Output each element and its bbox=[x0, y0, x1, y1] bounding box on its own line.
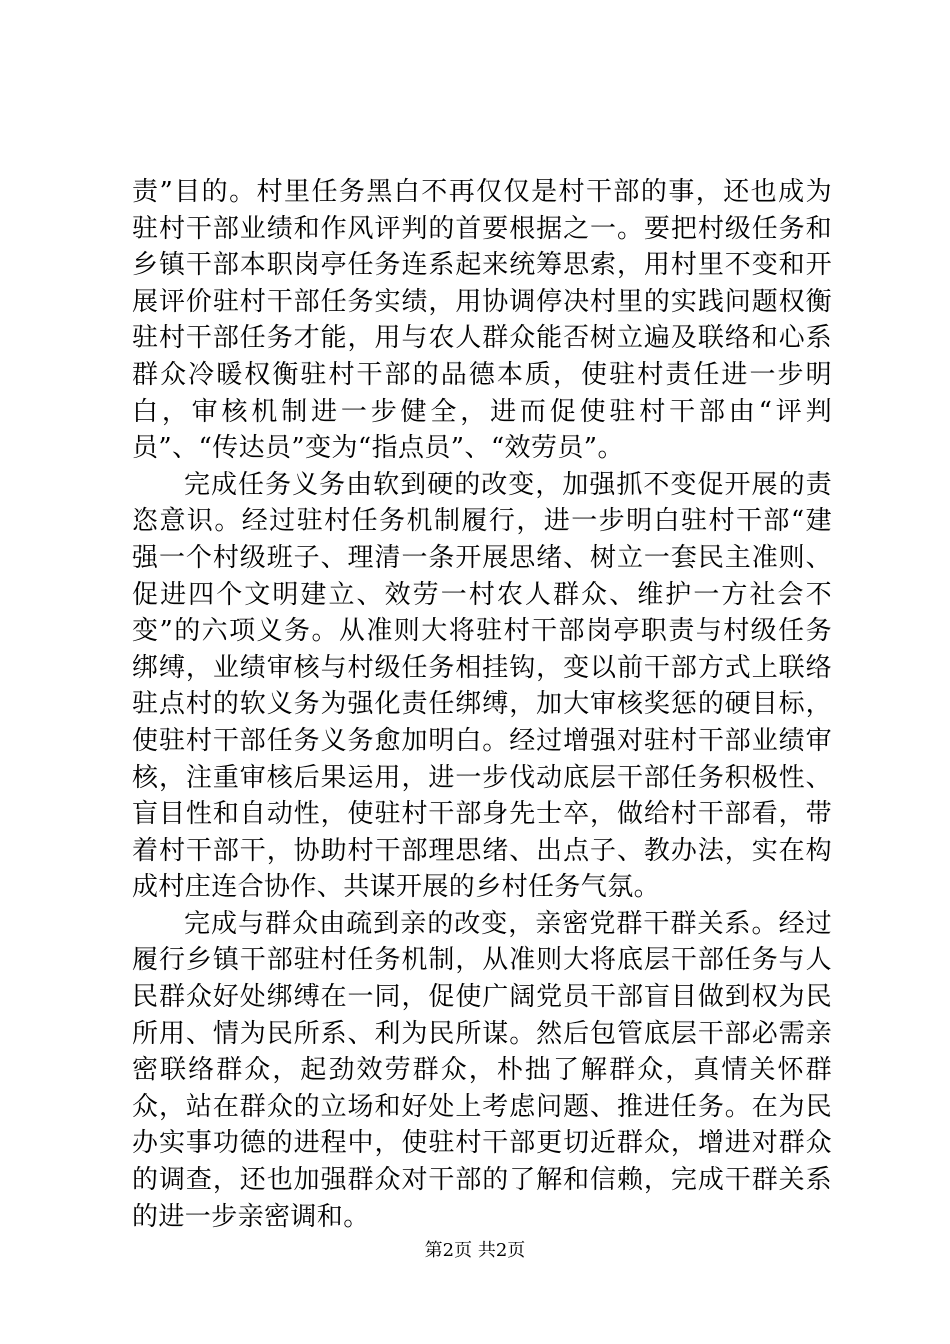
paragraph-3: 完成与群众由疏到亲的改变，亲密党群干群关系。经过履行乡镇干部驻村任务机制，从准则大将底层干部任务与人民群众好处绑缚在一同，促使广阔党员干部盲目做到权为民所用、情为民所系、利为民所谋。然后包管底层干部必需亲密联络群众，起劲效劳群众，朴拙了解群众，真情关怀群众，站在群众的立场和好处上考虑问题、推进任务。在为民办实事功德的进程中，使驻村干部更切近群众，增进对群众的调查，还也加强群众对干部的了解和信赖，完成干群关系的进一步亲密调和。 bbox=[132, 908, 832, 1232]
paragraph-2: 完成任务义务由软到硬的改变，加强抓不变促开展的责恣意识。经过驻村任务机制履行，进一步明白驻村干部“建强一个村级班子、理清一条开展思绪、树立一套民主准则、促进四个文明建立、效劳一村农人群众、维护一方社会不变”的六项义务。从准则大将驻村干部岗亭职责与村级任务绑缚，业绩审核与村级任务相挂钩，变以前干部方式上联络驻点村的软义务为强化责任绑缚，加大审核奖惩的硬目标，使驻村干部任务义务愈加明白。经过增强对驻村干部业绩审核，注重审核后果运用，进一步伐动底层干部任务积极性、盲目性和自动性，使驻村干部身先士卒，做给村干部看，带着村干部干，协助村干部理思绪、出点子、教办法，实在构成村庄连合协作、共谋开展的乡村任务气氛。 bbox=[132, 469, 832, 903]
paragraph-1: 责”目的。村里任务黑白不再仅仅是村干部的事，还也成为驻村干部业绩和作风评判的首要根据之一。要把村级任务和乡镇干部本职岗亭任务连系起来统筹思索，用村里不变和开展评价驻村干部任务实绩，用协调停决村里的实践问题权衡驻村干部任务才能，用与农人群众能否树立遍及联络和心系群众冷暖权衡驻村干部的品德本质，使驻村责任进一步明白，审核机制进一步健全，进而促使驻村干部由“评判员”、“传达员”变为“指点员”、“效劳员”。 bbox=[132, 177, 832, 464]
page-number-footer: 第2页 共2页 bbox=[424, 1240, 526, 1261]
document-body bbox=[132, 174, 832, 1235]
